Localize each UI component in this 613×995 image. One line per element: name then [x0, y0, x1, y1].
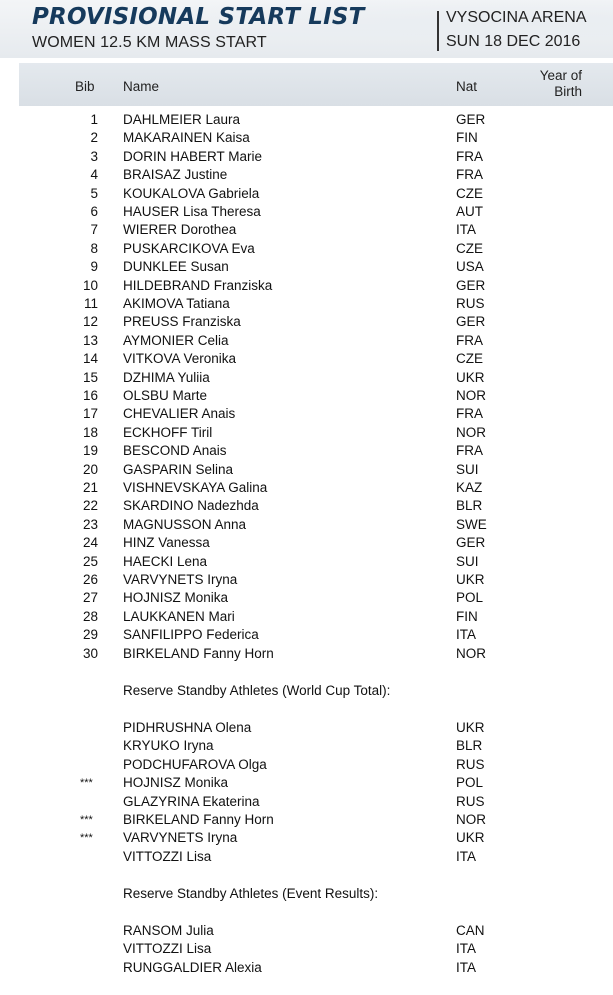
athlete-row	[0, 497, 613, 515]
athlete-row	[0, 461, 613, 479]
athlete-nation: SWE	[456, 516, 487, 532]
bib-number: 23	[82, 516, 98, 532]
athlete-name: RANSOM Julia	[123, 923, 214, 938]
athlete-name: DORIN HABERT Marie	[123, 148, 263, 164]
athlete-name: LAUKKANEN Mari	[123, 608, 235, 624]
athlete-row	[0, 922, 613, 940]
athlete-name: GLAZYRINA Ekaterina	[123, 793, 260, 809]
athlete-row	[0, 203, 613, 221]
athlete-nation: NOR	[456, 424, 486, 440]
bib-number: 29	[82, 627, 98, 643]
athlete-row	[0, 848, 613, 866]
athlete-nation: CZE	[456, 240, 483, 256]
athlete-nation: BLR	[456, 738, 483, 754]
athlete-name: DUNKLEE Susan	[123, 259, 229, 275]
athlete-row	[0, 221, 613, 239]
athlete-nation: KAZ	[456, 480, 483, 495]
athlete-name: PIDHRUSHNA Olena	[123, 720, 252, 735]
column-header-year-line1: Year of	[539, 68, 582, 83]
athlete-nation: POL	[456, 775, 484, 791]
athlete-nation: CZE	[456, 351, 483, 367]
bib-number: 9	[90, 259, 98, 275]
athlete-name: KRYUKO Iryna	[123, 738, 214, 754]
athlete-name: KOUKALOVA Gabriela	[123, 185, 260, 201]
athlete-name: HAUSER Lisa Theresa	[123, 204, 261, 219]
reserve-event-results-heading: Reserve Standby Athletes (Event Results):	[123, 886, 379, 901]
column-header-bar	[19, 63, 613, 106]
asterisk-marker: ***	[80, 777, 93, 790]
bib-number: 18	[82, 424, 98, 440]
athlete-name: HOJNISZ Monika	[123, 590, 229, 606]
athlete-row	[0, 350, 613, 368]
athlete-row	[0, 793, 613, 811]
athlete-row	[0, 940, 613, 958]
bib-number: 8	[90, 240, 98, 256]
athlete-row	[0, 369, 613, 387]
athlete-name: CHEVALIER Anais	[123, 406, 236, 422]
athlete-row	[0, 148, 613, 166]
athlete-row	[0, 111, 613, 129]
athlete-row	[0, 387, 613, 405]
column-header-bib: Bib	[75, 79, 95, 94]
athlete-row	[0, 442, 613, 460]
athlete-nation: GER	[456, 314, 486, 330]
bib-number: 6	[90, 204, 98, 219]
athlete-nation: ITA	[456, 222, 476, 238]
bib-number: 13	[82, 332, 98, 348]
athlete-row	[0, 277, 613, 295]
athlete-row	[0, 811, 613, 829]
athlete-name: RUNGGALDIER Alexia	[123, 959, 262, 975]
column-header-year-line2: Birth	[554, 84, 582, 99]
athlete-row	[0, 589, 613, 607]
athlete-nation: SUI	[456, 461, 479, 477]
athlete-row	[0, 553, 613, 571]
athlete-nation: ITA	[456, 941, 476, 957]
athlete-name: VITTOZZI Lisa	[123, 941, 212, 957]
athlete-nation: FIN	[456, 608, 478, 624]
venue-label: VYSOCINA ARENA	[446, 9, 587, 26]
athlete-row	[0, 626, 613, 644]
bib-number: 22	[82, 498, 98, 514]
athlete-name: BESCOND Anais	[123, 443, 227, 459]
bib-number: 2	[90, 130, 98, 146]
bib-number: 4	[90, 167, 98, 183]
athlete-name: PUSKARCIKOVA Eva	[123, 240, 255, 256]
athlete-nation: FRA	[456, 443, 483, 459]
bib-number: 19	[82, 443, 98, 459]
athlete-row	[0, 571, 613, 589]
athlete-row	[0, 774, 613, 792]
athlete-nation: FRA	[456, 167, 483, 183]
athlete-name: HINZ Vanessa	[123, 535, 210, 551]
athlete-name: VITKOVA Veronika	[123, 351, 237, 367]
athlete-nation: UKR	[456, 720, 485, 735]
athlete-nation: RUS	[456, 793, 485, 809]
athlete-name: AKIMOVA Tatiana	[123, 296, 230, 311]
athlete-row	[0, 240, 613, 258]
athlete-name: HILDEBRAND Franziska	[123, 277, 273, 293]
column-header-year-of-birth	[540, 68, 582, 100]
athlete-name: HAECKI Lena	[123, 553, 208, 569]
athlete-nation: RUS	[456, 296, 485, 311]
athlete-row	[0, 516, 613, 534]
athlete-nation: NOR	[456, 645, 486, 661]
athlete-row	[0, 295, 613, 313]
athlete-row	[0, 185, 613, 203]
athlete-row	[0, 534, 613, 552]
athlete-nation: ITA	[456, 848, 476, 864]
bib-number: 14	[82, 351, 98, 367]
athlete-name: PREUSS Franziska	[123, 314, 241, 330]
bib-number: 24	[82, 535, 98, 551]
page-title: PROVISIONAL START LIST	[32, 4, 365, 30]
athlete-row	[0, 332, 613, 350]
athlete-name: VISHNEVSKAYA Galina	[123, 480, 268, 495]
athlete-name: AYMONIER Celia	[123, 332, 229, 348]
athlete-row	[0, 313, 613, 331]
bib-number: 20	[82, 461, 98, 477]
athlete-name: BRAISAZ Justine	[123, 167, 228, 183]
bib-number: 26	[82, 572, 98, 587]
bib-number: 28	[82, 608, 98, 624]
bib-number: 10	[82, 277, 98, 293]
athlete-name: WIERER Dorothea	[123, 222, 237, 238]
athlete-nation: UKR	[456, 369, 485, 385]
athlete-name: PODCHUFAROVA Olga	[123, 756, 267, 772]
bib-number: 3	[90, 148, 98, 164]
athlete-name: HOJNISZ Monika	[123, 775, 229, 791]
athlete-nation: GER	[456, 277, 486, 293]
athlete-name: SANFILIPPO Federica	[123, 627, 259, 643]
bib-number: 16	[82, 388, 98, 403]
bib-number: 27	[82, 590, 98, 606]
athlete-name: VARVYNETS Iryna	[123, 572, 238, 587]
athlete-name: VARVYNETS Iryna	[123, 830, 238, 846]
athlete-nation: UKR	[456, 830, 485, 846]
header-divider	[437, 11, 439, 51]
asterisk-marker: ***	[80, 814, 93, 826]
athlete-row	[0, 959, 613, 977]
athlete-nation: UKR	[456, 572, 485, 587]
athlete-nation: USA	[456, 259, 484, 275]
bib-number: 7	[90, 222, 98, 238]
athlete-nation: RUS	[456, 756, 485, 772]
athlete-row	[0, 756, 613, 774]
athlete-nation: GER	[456, 112, 486, 127]
bib-number: 25	[82, 553, 98, 569]
athlete-nation: NOR	[456, 388, 486, 403]
document-header	[0, 0, 613, 58]
athlete-nation: SUI	[456, 553, 479, 569]
date-label: SUN 18 DEC 2016	[446, 33, 581, 50]
athlete-nation: AUT	[456, 204, 483, 219]
bib-number: 15	[82, 369, 98, 385]
athlete-name: VITTOZZI Lisa	[123, 848, 212, 864]
athlete-row	[0, 479, 613, 497]
bib-number: 12	[82, 314, 98, 330]
athlete-nation: ITA	[456, 627, 476, 643]
bib-number: 1	[90, 112, 98, 127]
athlete-name: BIRKELAND Fanny Horn	[123, 812, 274, 827]
athlete-nation: BLR	[456, 498, 483, 514]
athlete-row	[0, 719, 613, 737]
athlete-name: DAHLMEIER Laura	[123, 112, 241, 127]
athlete-name: MAKARAINEN Kaisa	[123, 130, 250, 146]
athlete-row	[0, 608, 613, 626]
athlete-row	[0, 737, 613, 755]
bib-number: 11	[83, 296, 98, 311]
athlete-nation: CAN	[456, 923, 485, 938]
athlete-name: DZHIMA Yuliia	[123, 369, 210, 385]
reserve-world-cup-heading: Reserve Standby Athletes (World Cup Total):	[123, 683, 391, 698]
athlete-name: GASPARIN Selina	[123, 461, 234, 477]
column-header-nat: Nat	[456, 79, 478, 94]
athlete-name: ECKHOFF Tiril	[123, 424, 213, 440]
athlete-row	[0, 645, 613, 663]
bib-number: 17	[82, 406, 98, 422]
athlete-row	[0, 129, 613, 147]
athlete-nation: FRA	[456, 332, 483, 348]
athlete-nation: FRA	[456, 148, 483, 164]
athlete-name: MAGNUSSON Anna	[123, 516, 247, 532]
column-header-name: Name	[123, 79, 160, 94]
athlete-nation: GER	[456, 535, 486, 551]
athlete-nation: NOR	[456, 812, 486, 827]
bib-number: 5	[90, 185, 98, 201]
athlete-name: SKARDINO Nadezhda	[123, 498, 259, 514]
athlete-name: BIRKELAND Fanny Horn	[123, 645, 274, 661]
athlete-row	[0, 829, 613, 847]
athlete-row	[0, 258, 613, 276]
athlete-nation: POL	[456, 590, 484, 606]
athlete-row	[0, 166, 613, 184]
athlete-row	[0, 424, 613, 442]
athlete-nation: ITA	[456, 959, 476, 975]
asterisk-marker: ***	[80, 832, 93, 845]
athlete-row	[0, 405, 613, 423]
bib-number: 30	[82, 645, 98, 661]
event-subtitle: WOMEN 12.5 KM MASS START	[32, 34, 267, 51]
athlete-nation: FRA	[456, 406, 483, 422]
bib-number: 21	[82, 480, 98, 495]
athlete-nation: FIN	[456, 130, 478, 146]
athlete-name: OLSBU Marte	[123, 388, 208, 403]
athlete-nation: CZE	[456, 185, 483, 201]
